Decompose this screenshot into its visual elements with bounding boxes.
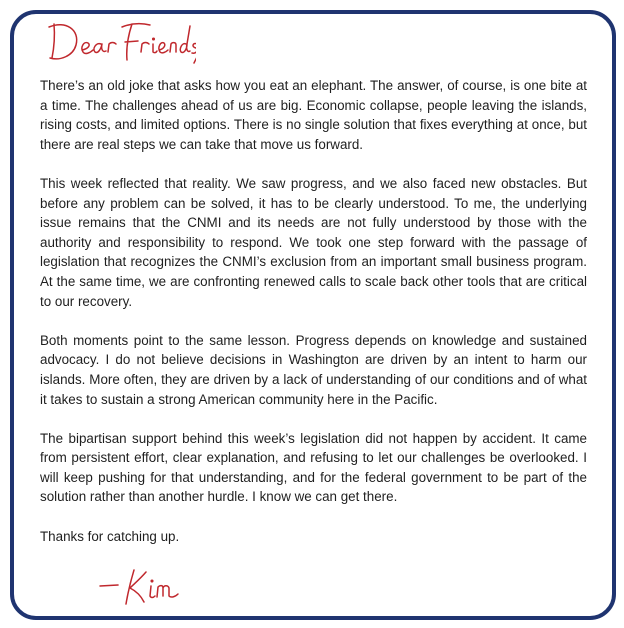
- signature-kim: [96, 562, 196, 606]
- letter-paragraph-2: This week reflected that reality. We saw progress, and we also faced new obstacles. But before any problem can be solved, it has to be clearly understood. To me, the underlying issue remains that the CNMI and its needs are not fully understood by those with the authority and responsibility to respond. We took one step forward with the passage of legislation that recognizes the CNMI’s exclusion from an important small business program. At the same time, we are confronting renewed calls to scale back other tools that are critical to our recovery.: [40, 175, 587, 309]
- letter-paragraph-1: There’s an old joke that asks how you eat an elephant. The answer, of course, is one bite at a time. The challenges ahead of us are big. Economic collapse, people leaving the islands, rising costs, and limited options. There is no single solution that fixes everything at once, but there are real steps we can take that move us forward.: [40, 78, 587, 152]
- letter-paragraph-3: Both moments point to the same lesson. Progress depends on knowledge and sustained advocacy. I do not believe decisions in Washington are driven by an intent to harm our islands. More often, they are driven by a lack of understanding of our conditions and of what it takes to sustain a strong American community here in the Pacific.: [40, 332, 587, 407]
- letter-paragraph-4: The bipartisan support behind this week’s legislation did not happen by accident. It came from persistent effort, clear explanation, and refusing to let our challenges be overlooked. I will keep pushing for that understanding, and for the federal government to be part of the solution rather than another hurdle. I know we can get there.: [40, 430, 587, 505]
- letter-body: [40, 76, 587, 546]
- salutation-script: [46, 18, 196, 68]
- letter-closing: Thanks for catching up.: [40, 528, 180, 544]
